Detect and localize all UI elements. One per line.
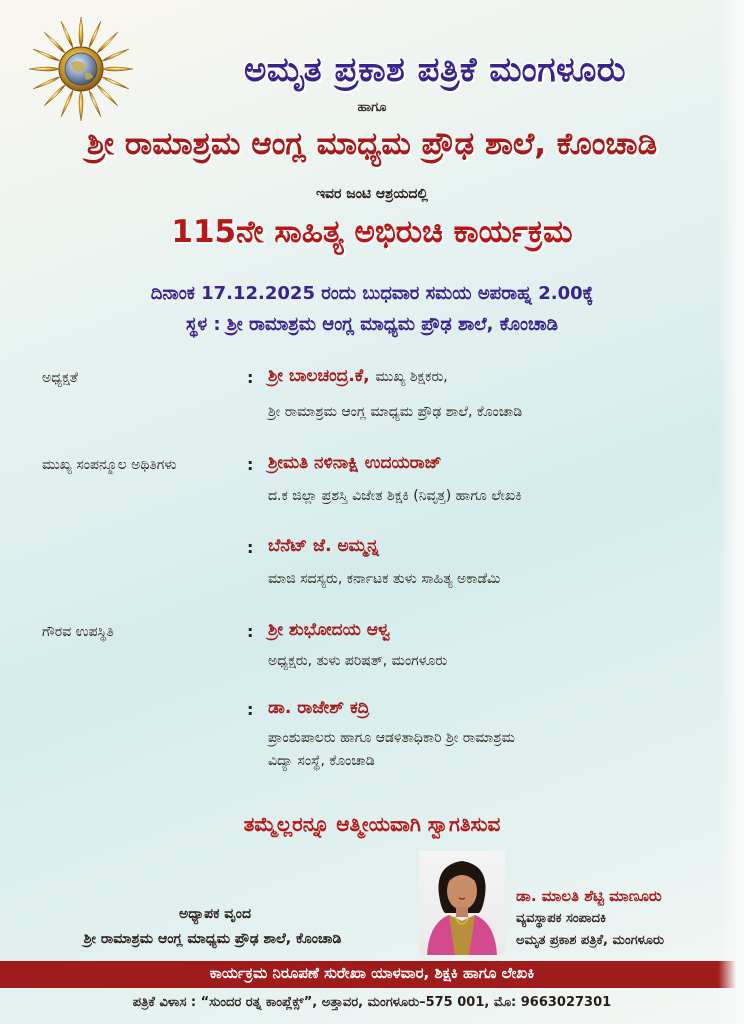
staff-signature: ಅಧ್ಯಾಪಕ ವೃಂದ	[178, 906, 252, 922]
editor-paper: ಅಮೃತ ಪ್ರಕಾಶ ಪತ್ರಿಕೆ, ಮಂಗಳೂರು	[516, 933, 664, 948]
joint-auspices-text: ಇವರ ಜಂಟಿ ಆಶ್ರಯದಲ್ಲಿ	[315, 186, 429, 202]
editor-role: ವ್ಯವಸ್ಥಾಪಕ ಸಂಪಾದಕಿ	[516, 911, 607, 926]
resource2-desc: ಮಾಜಿ ಸದಸ್ಯರು, ಕರ್ನಾಟಕ ತುಳು ಸಾಹಿತ್ಯ ಅಕಾಡೆಮಿ	[268, 571, 501, 587]
colon: :	[247, 700, 254, 719]
president-desc: ಶ್ರೀ ರಾಮಾಶ್ರಮ ಆಂಗ್ಲ ಮಾಧ್ಯಮ ಪ್ರೌಢ ಶಾಲೆ, ಕೊಂಚಾಡಿ	[268, 404, 523, 420]
event-title: 115ನೇ ಸಾಹಿತ್ಯ ಅಭಿರುಚಿ ಕಾರ್ಯಕ್ರಮ	[171, 214, 573, 250]
publication-address: ಪತ್ರಿಕೆ ವಿಳಾಸ : “ಸುಂದರ ರತ್ನ ಕಾಂಪ್ಲೆಕ್ಸ್”, ಅತ್ತಾವರ, ಮಂಗಳೂರು–575 001, ಮೊ: 9663027301	[132, 995, 612, 1010]
honor1-name: ಶ್ರೀ ಶುಭೋದಯ ಆಳ್ವ	[268, 620, 391, 640]
anchor-credit: ಕಾರ್ಯಕ್ರಮ ನಿರೂಪಣೆ ಸುರೇಖಾ ಯಾಳವಾರ, ಶಿಕ್ಷಕಿ ಹಾಗೂ ಲೇಖಕಿ	[209, 964, 535, 982]
resource2-name: ಬೆನೆಟ್ ಜೆ. ಅಮ್ಮನ್ನ	[268, 536, 379, 556]
and-connector: ಹಾಗೂ	[357, 100, 387, 115]
president-name: ಶ್ರೀ ಬಾಲಚಂದ್ರ.ಕೆ,	[268, 366, 370, 386]
resource-label: ಮುಖ್ಯ ಸಂಪನ್ಮೂಲ ಅಥಿತಿಗಳು	[42, 457, 177, 473]
resource1-desc: ದ.ಕ ಜಿಲ್ಲಾ ಪ್ರಶಸ್ತಿ ವಿಜೇತ ಶಿಕ್ಷಕಿ (ನಿವೃತ್ತ) ಹಾಗೂ ಲೇಖಕಿ	[268, 488, 522, 504]
colon: :	[247, 368, 254, 387]
portrait-figure-icon	[419, 851, 505, 955]
colon: :	[247, 622, 254, 641]
president-role: ಮುಖ್ಯ ಶಿಕ್ಷಕರು,	[375, 369, 448, 385]
honor2-name: ಡಾ. ರಾಜೇಶ್ ಕದ್ರಿ	[268, 698, 370, 718]
portrait-photo	[419, 851, 505, 955]
colon: :	[247, 538, 254, 557]
honor1-desc: ಅಧ್ಯಕ್ಷರು, ತುಳು ಪರಿಷತ್, ಮಂಗಳೂರು	[268, 653, 448, 669]
colon: :	[247, 455, 254, 474]
event-datetime: ದಿನಾಂಕ 17.12.2025 ರಂದು ಬುಧವಾರ ಸಮಯ ಅಪರಾಹ್ನ 2.00ಕ್ಕೆ	[150, 283, 594, 304]
editor-name: ಡಾ. ಮಾಲತಿ ಶೆಟ್ಟಿ ಮಾಣೂರು	[516, 887, 662, 905]
event-venue: ಸ್ಥಳ : ಶ್ರೀ ರಾಮಾಶ್ರಮ ಆಂಗ್ಲ ಮಾಧ್ಯಮ ಪ್ರೌಢ ಶಾಲೆ, ಕೊಂಚಾಡಿ	[185, 314, 559, 335]
honor2-desc-line1: ಪ್ರಾಂಶುಪಾಲರು ಹಾಗೂ ಆಡಳಿತಾಧಿಕಾರಿ ಶ್ರೀ ರಾಮಾಶ್ರಮ	[268, 730, 515, 746]
honor-label: ಗೌರವ ಉಪಸ್ಥಿತಿ	[42, 624, 114, 640]
right-edge-fade	[718, 0, 744, 1024]
welcome-text: ತಮ್ಮೆಲ್ಲರನ್ನೂ ಆತ್ಮೀಯವಾಗಿ ಸ್ವಾಗತಿಸುವ	[243, 812, 501, 836]
resource1-name: ಶ್ರೀಮತಿ ನಳಿನಾಕ್ಷಿ ಉದಯರಾಜ್	[268, 453, 442, 473]
organization-title: ಅಮೃತ ಪ್ರಕಾಶ ಪತ್ರಿಕೆ ಮಂಗಳೂರು	[243, 50, 627, 90]
school-title: ಶ್ರೀ ರಾಮಾಶ್ರಮ ಆಂಗ್ಲ ಮಾಧ್ಯಮ ಪ್ರೌಢ ಶಾಲೆ, ಕೊಂಚಾಡಿ	[86, 126, 658, 162]
school-signature: ಶ್ರೀ ರಾಮಾಶ್ರಮ ಆಂಗ್ಲ ಮಾಧ್ಯಮ ಪ್ರೌಢ ಶಾಲೆ, ಕೊಂಚಾಡಿ	[83, 931, 342, 947]
president-label: ಅಧ್ಯಕ್ಷತೆ	[42, 370, 78, 386]
president-name-line	[268, 366, 448, 386]
honor2-desc-line2: ವಿದ್ಯಾ ಸಂಸ್ಥೆ, ಕೊಂಚಾಡಿ	[268, 753, 375, 769]
